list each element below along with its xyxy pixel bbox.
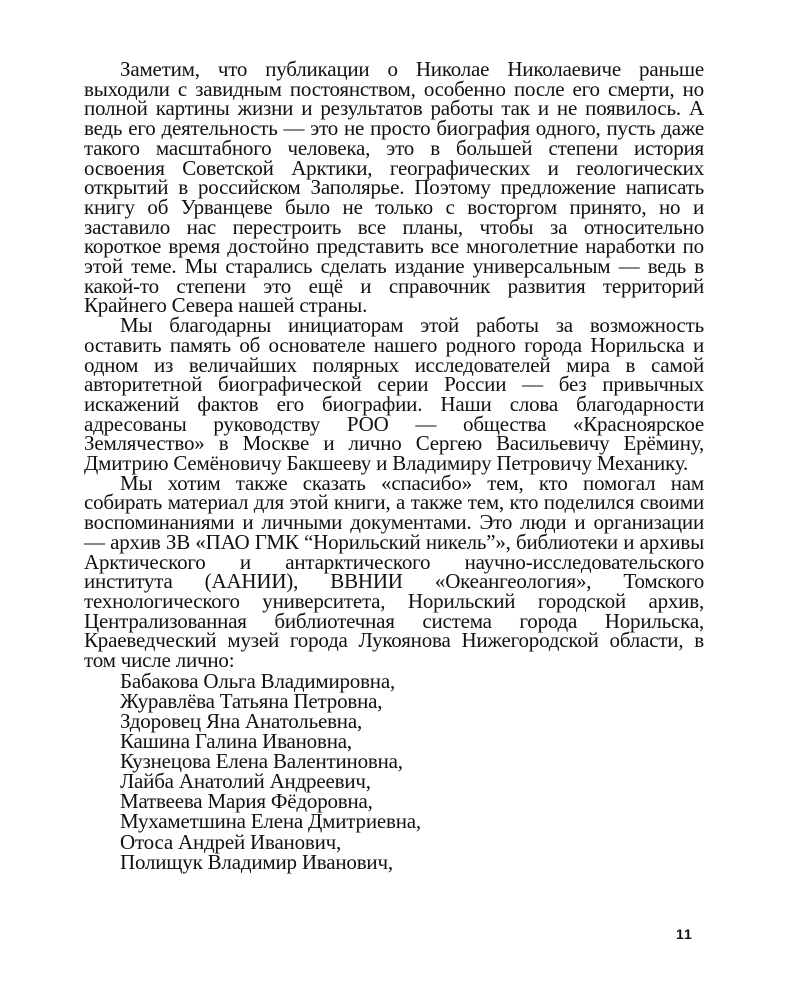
list-item: Матвеева Мария Фёдоровна, [120,789,373,814]
page-number: 11 [676,926,693,942]
list-item: Бабакова Ольга Владимировна, [120,668,396,693]
list-item: Отоса Андрей Иванович, [120,829,342,854]
list-item: Полищук Владимир Иванович, [120,849,393,874]
page-body [84,57,704,874]
paragraph-3: Мы хотим также сказать «спасибо» тем, кто помогал нам собирать материал для этой книги, а также тем, кто поделился своими воспоминаниями и личными документами. Это люди и организации — архив ЗВ «ПАО ГМК “Норильский никель”», библиотеки и архивы Арктического и антарктического научно-исследовательского института (ААНИИ), ВВНИИ «Океангеология», Томского технологического университета, Норильский городской архив, Централизованная библиотечная система города Норильска, Краеведческий музей города Лукоянова Нижегородской области, в том числе лично: [84,470,704,673]
list-item: Кашина Галина Ивановна, [120,729,352,754]
list-item: Кузнецова Елена Валентиновна, [120,749,403,774]
list-item: Здоровец Яна Анатольевна, [120,708,363,733]
list-item: Журавлёва Татьяна Петровна, [120,688,383,713]
acknowledged-names-list [84,668,704,874]
paragraph-2: Мы благодарны инициаторам этой работы за возможность оставить память об основателе нашего родного города Норильска и одном из величайших полярных исследователей мира в самой авторитетной биографической серии России — без привычных искажений фактов его биографии. Наши слова благодарности адресованы руководству РОО — общества «Красноярское Землячество» в Москве и лично Сергею Васильевичу Ерёмину, Дмитрию Семёновичу Бакшееву и Владимиру Петровичу Механику. [84,313,704,476]
list-item: Лайба Анатолий Андреевич, [120,769,371,794]
paragraph-1: Заметим, что публикации о Николае Николаевиче раньше выходили с завидным постоянством, особенно после его смерти, но полной картины жизни и результатов работы так и не появилось. А ведь его деятельность — это не просто биография одного, пусть даже такого масштабного человека, это в большей степени история освоения Советской Арктики, географических и геологических открытий в российском Заполярье. Поэтому предложение написать книгу об Урванцеве было не только с восторгом принято, но и заставило нас перестроить все планы, чтобы за относительно короткое время достойно представить все многолетние наработки по этой теме. Мы старались сделать издание универсальным — ведь в какой-то степени это ещё и справочник развития территорий Крайнего Севера нашей страны. [84,57,704,318]
list-item: Мухаметшина Елена Дмитриевна, [120,809,421,834]
